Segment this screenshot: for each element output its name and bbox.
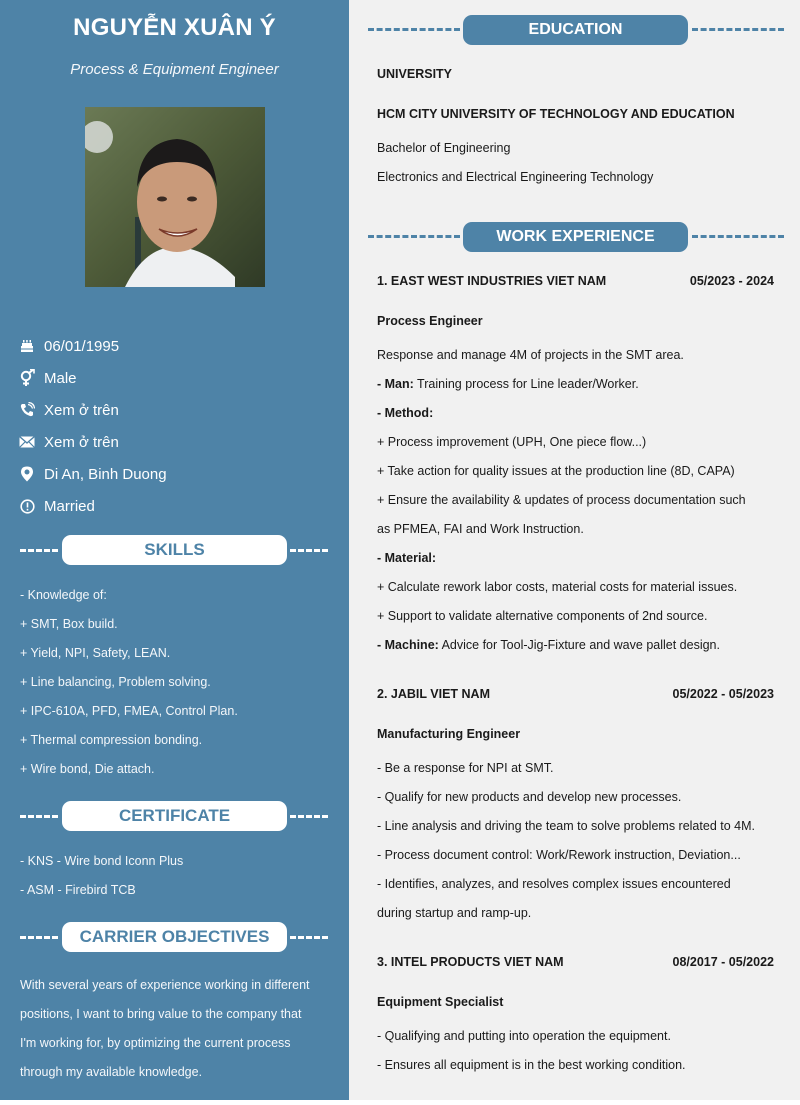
candidate-name: NGUYỄN XUÂN Ý bbox=[73, 14, 276, 41]
profile-photo bbox=[85, 107, 265, 287]
job-line: + Take action for quality issues at the production line (8D, CAPA) bbox=[377, 464, 735, 478]
job-role: Manufacturing Engineer bbox=[377, 727, 521, 741]
candidate-title: Process & Equipment Engineer bbox=[70, 61, 279, 78]
gender-icon bbox=[18, 369, 36, 387]
divider bbox=[692, 235, 784, 238]
certificate-heading bbox=[20, 801, 328, 831]
divider bbox=[290, 549, 328, 552]
job-line: + Process improvement (UPH, One piece flow...) bbox=[377, 435, 647, 449]
job-line: - Process document control: Work/Rework instruction, Deviation... bbox=[377, 848, 741, 862]
info-location bbox=[18, 458, 338, 490]
job-line: + Calculate rework labor costs, material costs for material issues. bbox=[377, 580, 738, 594]
divider bbox=[368, 28, 460, 31]
job-line: - Qualifying and putting into operation the equipment. bbox=[377, 1029, 671, 1043]
list-item: + SMT, Box build. bbox=[20, 617, 118, 631]
info-circle-icon bbox=[18, 497, 36, 515]
info-gender bbox=[18, 362, 338, 394]
job-company: 3. INTEL PRODUCTS VIET NAM bbox=[377, 955, 564, 969]
info-email bbox=[18, 426, 338, 458]
sidebar bbox=[0, 0, 349, 1100]
divider bbox=[20, 936, 58, 939]
job-line: + Support to validate alternative components of 2nd source. bbox=[377, 609, 708, 623]
job-line: - Be a response for NPI at SMT. bbox=[377, 761, 554, 775]
job-header bbox=[377, 274, 774, 288]
work-title: WORK EXPERIENCE bbox=[463, 222, 688, 252]
job-line: + Ensure the availability & updates of process documentation such bbox=[377, 493, 746, 507]
education-school: HCM CITY UNIVERSITY OF TECHNOLOGY AND EDUCATION bbox=[377, 107, 735, 121]
email-icon bbox=[18, 433, 36, 451]
certificate-title: CERTIFICATE bbox=[62, 801, 287, 831]
birthday-value: 06/01/1995 bbox=[44, 337, 120, 355]
job-company: 2. JABIL VIET NAM bbox=[377, 687, 490, 701]
objective-line: through my available knowledge. bbox=[20, 1065, 203, 1079]
location-pin-icon bbox=[18, 465, 36, 483]
info-phone bbox=[18, 394, 338, 426]
objectives-title: CARRIER OBJECTIVES bbox=[62, 922, 287, 952]
education-level: UNIVERSITY bbox=[377, 67, 453, 81]
certificate-list bbox=[20, 851, 340, 909]
objective-line: With several years of experience working in different bbox=[20, 978, 310, 992]
job-role: Process Engineer bbox=[377, 314, 483, 328]
job-line: - Machine: Advice for Tool-Jig-Fixture and wave pallet design. bbox=[377, 638, 720, 652]
personal-info-list bbox=[18, 330, 338, 522]
education-title: EDUCATION bbox=[463, 15, 688, 45]
objective-line: I'm working for, by optimizing the current process bbox=[20, 1036, 291, 1050]
job-period: 05/2023 - 2024 bbox=[689, 274, 774, 288]
education-major: Electronics and Electrical Engineering Technology bbox=[377, 170, 654, 184]
divider bbox=[290, 936, 328, 939]
divider bbox=[20, 549, 58, 552]
list-item: + Thermal compression bonding. bbox=[20, 733, 203, 747]
job-line: - Line analysis and driving the team to solve problems related to 4M. bbox=[377, 819, 755, 833]
list-item: - ASM - Firebird TCB bbox=[20, 883, 136, 897]
job-company: 1. EAST WEST INDUSTRIES VIET NAM bbox=[377, 274, 607, 288]
objective-line: positions, I want to bring value to the company that bbox=[20, 1007, 302, 1021]
objectives-heading bbox=[20, 922, 328, 952]
email-value[interactable]: Xem ở trên bbox=[44, 433, 119, 451]
divider bbox=[692, 28, 784, 31]
list-item: + Yield, NPI, Safety, LEAN. bbox=[20, 646, 171, 660]
location-value: Di An, Binh Duong bbox=[44, 465, 167, 483]
skills-title: SKILLS bbox=[62, 535, 287, 565]
divider bbox=[368, 235, 460, 238]
job-line: - Man: Training process for Line leader/Worker. bbox=[377, 377, 639, 391]
job-line: - Identifies, analyzes, and resolves complex issues encountered bbox=[377, 877, 731, 891]
marital-status-value: Married bbox=[44, 497, 95, 515]
job-line: - Material: bbox=[377, 551, 437, 565]
job-header bbox=[377, 687, 774, 701]
education-degree: Bachelor of Engineering bbox=[377, 141, 511, 155]
list-item: + Line balancing, Problem solving. bbox=[20, 675, 211, 689]
skills-heading bbox=[20, 535, 328, 565]
job-header bbox=[377, 955, 774, 969]
job-line: - Ensures all equipment is in the best working condition. bbox=[377, 1058, 686, 1072]
skills-list bbox=[20, 585, 340, 788]
job-line: - Qualify for new products and develop new processes. bbox=[377, 790, 682, 804]
work-heading bbox=[368, 222, 784, 252]
info-birthday bbox=[18, 330, 338, 362]
education-heading bbox=[368, 15, 784, 45]
job-line: - Method: bbox=[377, 406, 434, 420]
phone-icon bbox=[18, 401, 36, 419]
list-item: - KNS - Wire bond Iconn Plus bbox=[20, 854, 184, 868]
job-period: 05/2022 - 05/2023 bbox=[672, 687, 774, 701]
info-marital-status bbox=[18, 490, 338, 522]
job-line: Response and manage 4M of projects in the SMT area. bbox=[377, 348, 684, 362]
job-role: Equipment Specialist bbox=[377, 995, 504, 1009]
list-item: + Wire bond, Die attach. bbox=[20, 762, 155, 776]
birthday-cake-icon bbox=[18, 337, 36, 355]
job-line: during startup and ramp-up. bbox=[377, 906, 532, 920]
gender-value: Male bbox=[44, 369, 77, 387]
phone-value[interactable]: Xem ở trên bbox=[44, 401, 119, 419]
objectives-text bbox=[20, 971, 335, 1087]
divider bbox=[20, 815, 58, 818]
job-period: 08/2017 - 05/2022 bbox=[672, 955, 774, 969]
list-item: + IPC-610A, PFD, FMEA, Control Plan. bbox=[20, 704, 238, 718]
job-line: as PFMEA, FAI and Work Instruction. bbox=[377, 522, 584, 536]
divider bbox=[290, 815, 328, 818]
list-item: - Knowledge of: bbox=[20, 588, 107, 602]
